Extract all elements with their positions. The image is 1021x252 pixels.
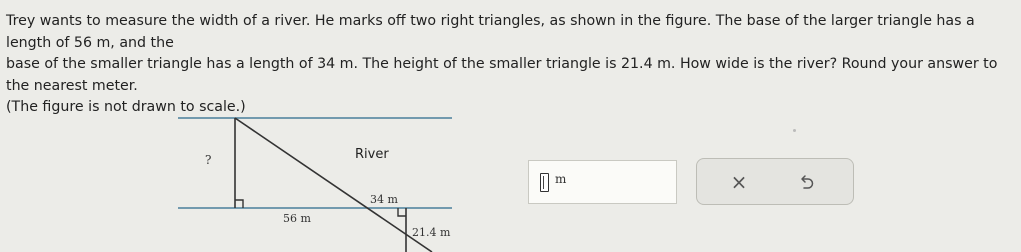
question-line-2: base of the smaller triangle has a length of 34 m. The height of the smaller triangle is 21.4 m. How wide is the river? Round your answer to the nearest meter. xyxy=(6,56,998,94)
undo-icon xyxy=(800,174,814,190)
close-icon: × xyxy=(730,169,748,194)
height-label: 21.4 m xyxy=(412,226,451,239)
undo-button[interactable] xyxy=(777,159,837,204)
unknown-label: ? xyxy=(205,153,212,167)
stray-dot xyxy=(793,129,796,132)
large-base-label: 56 m xyxy=(283,212,311,225)
right-angle-marker-small xyxy=(398,208,406,216)
small-base-label: 34 m xyxy=(370,193,398,206)
answer-input[interactable] xyxy=(540,173,549,192)
question-line-3: (The figure is not drawn to scale.) xyxy=(6,99,246,115)
unit-label: m xyxy=(555,172,567,186)
action-panel xyxy=(696,158,854,205)
question-line-1: Trey wants to measure the width of a river. He marks off two right triangles, as shown in the figure. The base of the larger triangle has a length of 56 m, and the xyxy=(6,13,975,51)
right-angle-marker-large xyxy=(235,200,243,208)
hypotenuse-line xyxy=(235,118,432,252)
answer-box xyxy=(528,160,677,204)
river-label: River xyxy=(355,147,389,162)
clear-button[interactable] xyxy=(709,159,769,204)
